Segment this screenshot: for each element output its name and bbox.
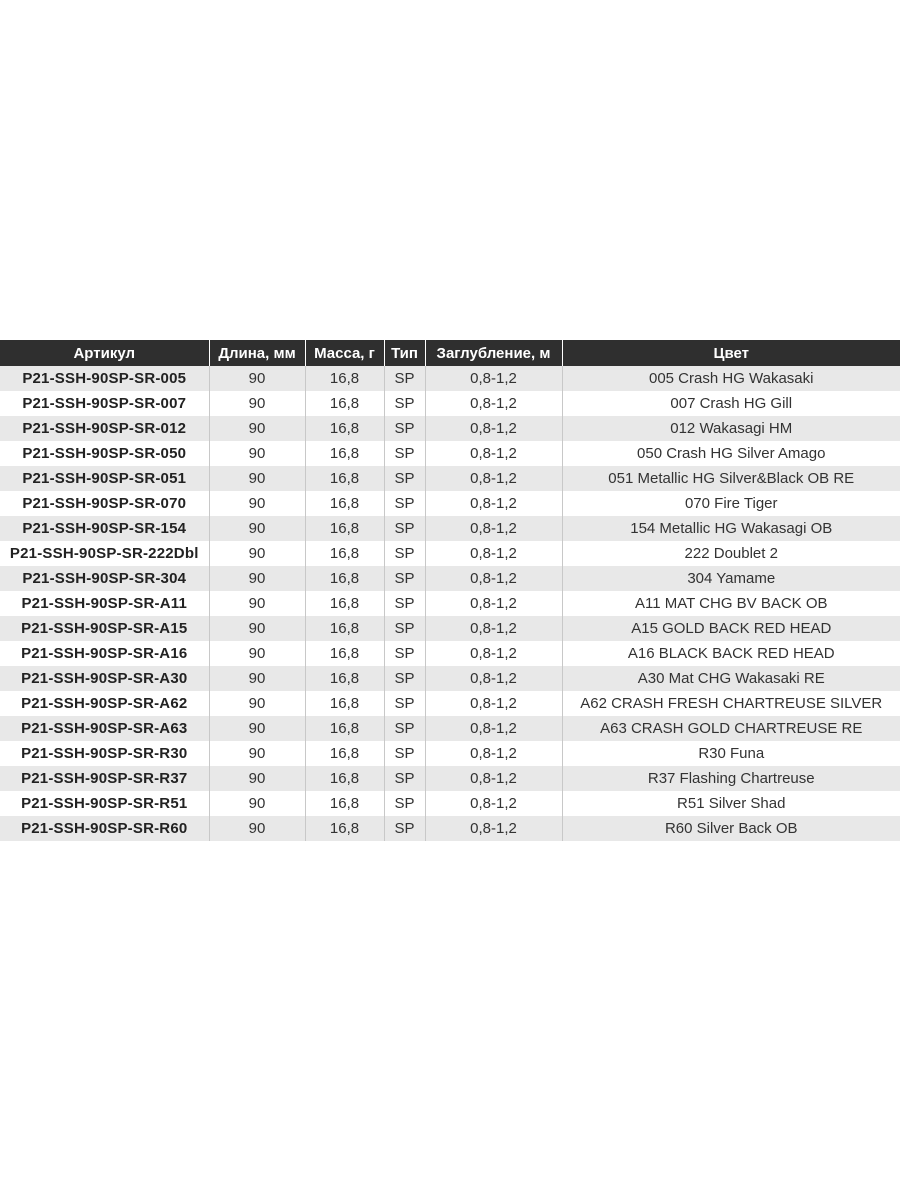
color-cell: A15 GOLD BACK RED HEAD	[562, 616, 900, 641]
length-cell: 90	[209, 791, 305, 816]
table-row	[0, 391, 900, 416]
article-cell: P21-SSH-90SP-SR-154	[0, 516, 209, 541]
article-cell: P21-SSH-90SP-SR-070	[0, 491, 209, 516]
type-cell: SP	[384, 566, 425, 591]
type-cell: SP	[384, 591, 425, 616]
article-cell: P21-SSH-90SP-SR-222Dbl	[0, 541, 209, 566]
depth-cell: 0,8-1,2	[425, 391, 562, 416]
article-cell: P21-SSH-90SP-SR-A30	[0, 666, 209, 691]
header-color: Цвет	[562, 340, 900, 366]
depth-cell: 0,8-1,2	[425, 366, 562, 391]
type-cell: SP	[384, 366, 425, 391]
type-cell: SP	[384, 441, 425, 466]
article-cell: P21-SSH-90SP-SR-R51	[0, 791, 209, 816]
type-cell: SP	[384, 491, 425, 516]
color-cell: 050 Crash HG Silver Amago	[562, 441, 900, 466]
length-cell: 90	[209, 466, 305, 491]
depth-cell: 0,8-1,2	[425, 691, 562, 716]
article-cell: P21-SSH-90SP-SR-304	[0, 566, 209, 591]
type-cell: SP	[384, 791, 425, 816]
depth-cell: 0,8-1,2	[425, 441, 562, 466]
article-cell: P21-SSH-90SP-SR-A62	[0, 691, 209, 716]
article-cell: P21-SSH-90SP-SR-005	[0, 366, 209, 391]
color-cell: 051 Metallic HG Silver&Black OB RE	[562, 466, 900, 491]
mass-cell: 16,8	[305, 766, 384, 791]
depth-cell: 0,8-1,2	[425, 616, 562, 641]
article-cell: P21-SSH-90SP-SR-A11	[0, 591, 209, 616]
mass-cell: 16,8	[305, 641, 384, 666]
type-cell: SP	[384, 641, 425, 666]
table-row	[0, 466, 900, 491]
table-row	[0, 491, 900, 516]
length-cell: 90	[209, 541, 305, 566]
type-cell: SP	[384, 741, 425, 766]
depth-cell: 0,8-1,2	[425, 816, 562, 841]
mass-cell: 16,8	[305, 491, 384, 516]
article-cell: P21-SSH-90SP-SR-A15	[0, 616, 209, 641]
length-cell: 90	[209, 766, 305, 791]
depth-cell: 0,8-1,2	[425, 466, 562, 491]
length-cell: 90	[209, 416, 305, 441]
table-row	[0, 566, 900, 591]
type-cell: SP	[384, 691, 425, 716]
table-row	[0, 716, 900, 741]
depth-cell: 0,8-1,2	[425, 791, 562, 816]
color-cell: A11 MAT CHG BV BACK OB	[562, 591, 900, 616]
header-mass: Масса, г	[305, 340, 384, 366]
table-row	[0, 641, 900, 666]
header-article: Артикул	[0, 340, 209, 366]
mass-cell: 16,8	[305, 391, 384, 416]
header-depth: Заглубление, м	[425, 340, 562, 366]
table-row	[0, 791, 900, 816]
depth-cell: 0,8-1,2	[425, 566, 562, 591]
table-row	[0, 816, 900, 841]
mass-cell: 16,8	[305, 691, 384, 716]
color-cell: R51 Silver Shad	[562, 791, 900, 816]
length-cell: 90	[209, 691, 305, 716]
table-row	[0, 591, 900, 616]
type-cell: SP	[384, 716, 425, 741]
table-row	[0, 441, 900, 466]
table-row	[0, 516, 900, 541]
mass-cell: 16,8	[305, 566, 384, 591]
table-row	[0, 766, 900, 791]
article-cell: P21-SSH-90SP-SR-012	[0, 416, 209, 441]
table-row	[0, 741, 900, 766]
mass-cell: 16,8	[305, 516, 384, 541]
color-cell: A62 CRASH FRESH CHARTREUSE SILVER	[562, 691, 900, 716]
table-row	[0, 616, 900, 641]
mass-cell: 16,8	[305, 741, 384, 766]
length-cell: 90	[209, 591, 305, 616]
color-cell: 007 Crash HG Gill	[562, 391, 900, 416]
type-cell: SP	[384, 766, 425, 791]
depth-cell: 0,8-1,2	[425, 516, 562, 541]
type-cell: SP	[384, 416, 425, 441]
length-cell: 90	[209, 491, 305, 516]
color-cell: 154 Metallic HG Wakasagi OB	[562, 516, 900, 541]
article-cell: P21-SSH-90SP-SR-007	[0, 391, 209, 416]
color-cell: 304 Yamame	[562, 566, 900, 591]
mass-cell: 16,8	[305, 441, 384, 466]
depth-cell: 0,8-1,2	[425, 641, 562, 666]
type-cell: SP	[384, 391, 425, 416]
mass-cell: 16,8	[305, 366, 384, 391]
article-cell: P21-SSH-90SP-SR-R30	[0, 741, 209, 766]
header-type: Тип	[384, 340, 425, 366]
spec-table	[0, 340, 900, 841]
depth-cell: 0,8-1,2	[425, 541, 562, 566]
article-cell: P21-SSH-90SP-SR-051	[0, 466, 209, 491]
table-row	[0, 691, 900, 716]
table-body	[0, 366, 900, 841]
length-cell: 90	[209, 391, 305, 416]
article-cell: P21-SSH-90SP-SR-R37	[0, 766, 209, 791]
length-cell: 90	[209, 366, 305, 391]
article-cell: P21-SSH-90SP-SR-A16	[0, 641, 209, 666]
color-cell: A63 CRASH GOLD CHARTREUSE RE	[562, 716, 900, 741]
type-cell: SP	[384, 666, 425, 691]
length-cell: 90	[209, 716, 305, 741]
type-cell: SP	[384, 541, 425, 566]
length-cell: 90	[209, 566, 305, 591]
length-cell: 90	[209, 516, 305, 541]
type-cell: SP	[384, 516, 425, 541]
article-cell: P21-SSH-90SP-SR-A63	[0, 716, 209, 741]
mass-cell: 16,8	[305, 466, 384, 491]
color-cell: A16 BLACK BACK RED HEAD	[562, 641, 900, 666]
type-cell: SP	[384, 816, 425, 841]
depth-cell: 0,8-1,2	[425, 766, 562, 791]
length-cell: 90	[209, 666, 305, 691]
table-row	[0, 541, 900, 566]
length-cell: 90	[209, 641, 305, 666]
color-cell: A30 Mat CHG Wakasaki RE	[562, 666, 900, 691]
mass-cell: 16,8	[305, 416, 384, 441]
color-cell: 012 Wakasagi HM	[562, 416, 900, 441]
length-cell: 90	[209, 741, 305, 766]
length-cell: 90	[209, 816, 305, 841]
mass-cell: 16,8	[305, 716, 384, 741]
header-length: Длина, мм	[209, 340, 305, 366]
mass-cell: 16,8	[305, 666, 384, 691]
mass-cell: 16,8	[305, 816, 384, 841]
color-cell: R60 Silver Back OB	[562, 816, 900, 841]
depth-cell: 0,8-1,2	[425, 741, 562, 766]
mass-cell: 16,8	[305, 616, 384, 641]
color-cell: 070 Fire Tiger	[562, 491, 900, 516]
length-cell: 90	[209, 616, 305, 641]
article-cell: P21-SSH-90SP-SR-R60	[0, 816, 209, 841]
mass-cell: 16,8	[305, 591, 384, 616]
depth-cell: 0,8-1,2	[425, 716, 562, 741]
color-cell: R30 Funa	[562, 741, 900, 766]
color-cell: R37 Flashing Chartreuse	[562, 766, 900, 791]
table-row	[0, 666, 900, 691]
article-cell: P21-SSH-90SP-SR-050	[0, 441, 209, 466]
table-row	[0, 366, 900, 391]
length-cell: 90	[209, 441, 305, 466]
depth-cell: 0,8-1,2	[425, 591, 562, 616]
table-row	[0, 416, 900, 441]
type-cell: SP	[384, 616, 425, 641]
header-row	[0, 340, 900, 366]
depth-cell: 0,8-1,2	[425, 491, 562, 516]
color-cell: 005 Crash HG Wakasaki	[562, 366, 900, 391]
mass-cell: 16,8	[305, 541, 384, 566]
depth-cell: 0,8-1,2	[425, 416, 562, 441]
type-cell: SP	[384, 466, 425, 491]
mass-cell: 16,8	[305, 791, 384, 816]
color-cell: 222 Doublet 2	[562, 541, 900, 566]
depth-cell: 0,8-1,2	[425, 666, 562, 691]
